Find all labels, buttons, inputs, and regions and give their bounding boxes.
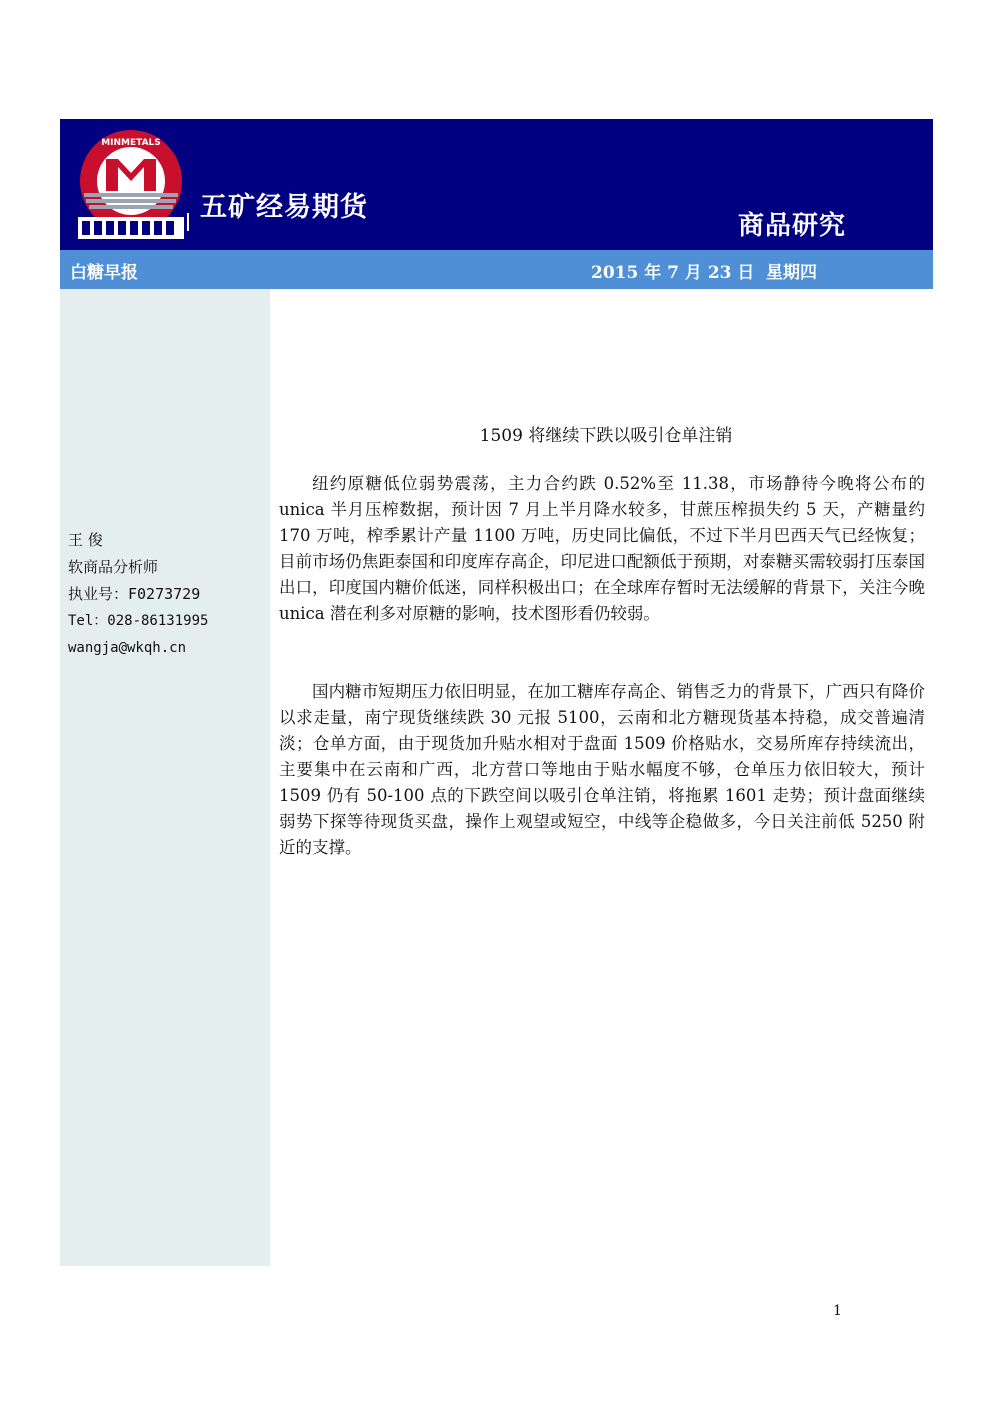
- logo-text: MINMETALS: [101, 138, 161, 148]
- report-title: 白糖早报: [70, 263, 138, 283]
- author-name: 王 俊: [68, 531, 103, 549]
- report-subbar: [60, 250, 933, 289]
- report-header: [60, 119, 933, 250]
- article-title: 1509 将继续下跌以吸引仓单注销: [479, 426, 733, 446]
- report-weekday: 星期四: [766, 263, 817, 283]
- section-name: 商品研究: [738, 211, 847, 241]
- author-email[interactable]: wangja@wkqh.cn: [68, 640, 187, 656]
- author-sidebar: [60, 289, 270, 1266]
- author-info: [68, 527, 208, 662]
- minmetals-logo: [78, 129, 184, 241]
- author-license: 执业号：F0273729: [68, 585, 201, 603]
- article-paragraph-2: 国内糖市短期压力依旧明显，在加工糖库存高企、销售乏力的背景下，广西只有降价以求走量，南宁现货继续跌 30 元报 5100，云南和北方糖现货基本持稳，成交普遍清淡；仓单方面，由于现货加升贴水相对于盘面 1509 价格贴水，交易所库存持续流出，主要集中在云南和广西，北方营口等地由于贴水幅度不够，仓单压力依旧较大，预计 1509 仍有 50-100 点的下跌空间以吸引仓单注销，将拖累 1601 走势；预计盘面继续弱势下探等待现货买盘，操作上观望或短空，中线等企稳做多，今日关注前低 5250 附近的支撑。: [279, 682, 925, 857]
- company-name: 五矿经易期货: [200, 192, 368, 223]
- author-title: 软商品分析师: [68, 558, 159, 576]
- page-number: 1: [833, 1303, 842, 1319]
- article-paragraph-1: 纽约原糖低位弱势震荡，主力合约跌 0.52%至 11.38，市场静待今晚将公布的 unica 半月压榨数据，预计因 7 月上半月降水较多，甘蔗压榨损失约 5 天，产糖量约 170 万吨，榨季累计产量 1100 万吨，历史同比偏低，不过下半月巴西天气已经恢复；目前市场仍焦距泰国和印度库存高企，印尼进口配额低于预期，对泰糖买需较弱打压泰国出口，印度国内糖价低迷，同样积极出口；在全球库存暂时无法缓解的背景下，关注今晚 unica 潜在利多对原糖的影响，技术图形看仍较弱。: [279, 474, 925, 623]
- author-tel: Tel：028-86131995: [68, 613, 209, 629]
- report-date: 2015 年 7 月 23 日: [591, 263, 755, 283]
- logo-separator: [187, 213, 189, 231]
